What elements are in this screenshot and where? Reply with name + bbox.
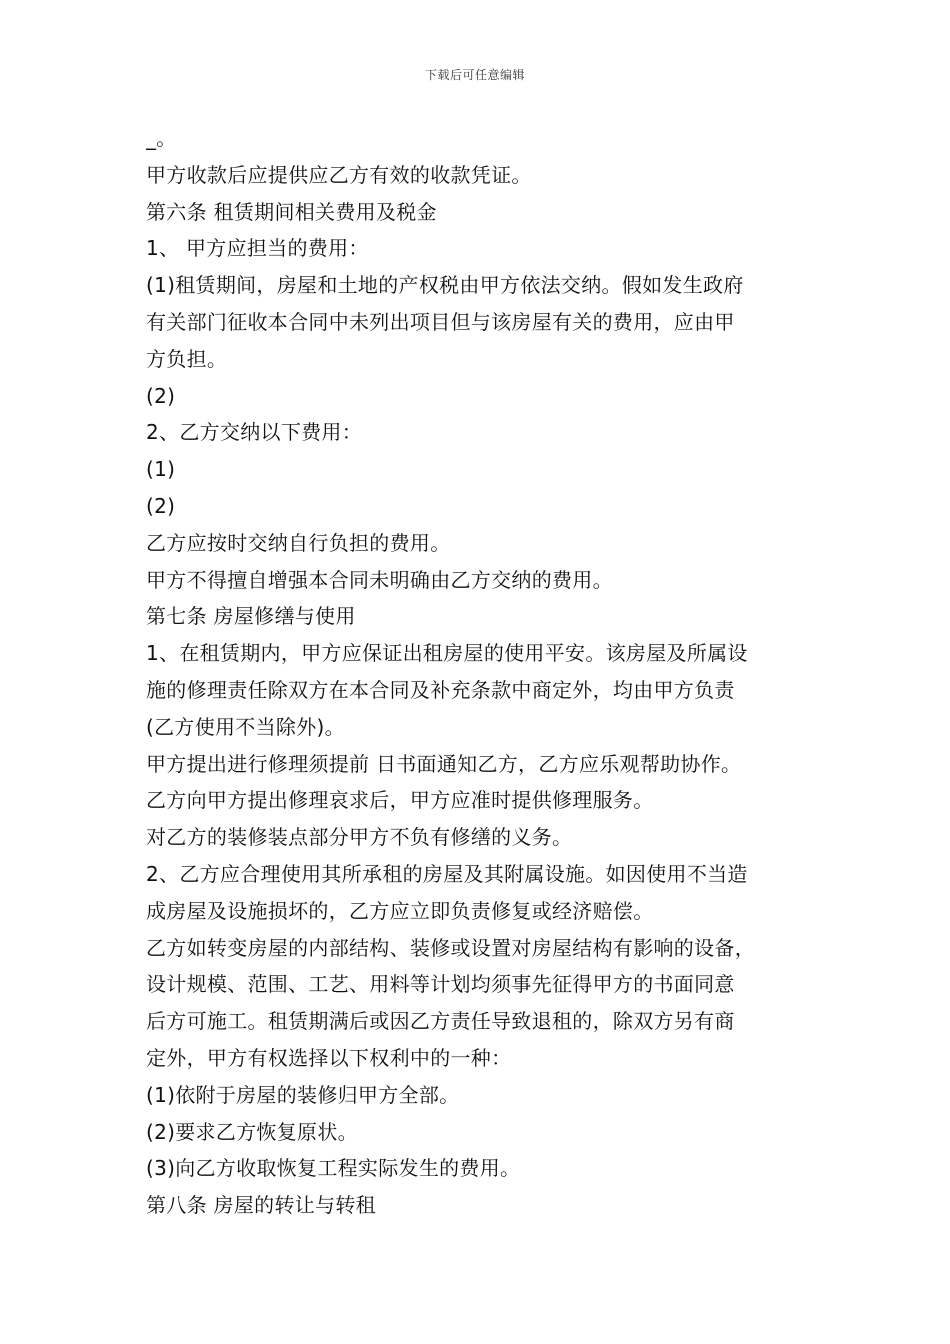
text-line: (2) [146, 493, 176, 518]
text-line: (2)要求乙方恢复原状。 [146, 1119, 358, 1144]
section-heading: 第七条 房屋修缮与使用 [146, 604, 356, 629]
text-line: 2、乙方应合理使用其所承租的房屋及其附属设施。如因使用不当造 [146, 861, 748, 886]
text-line: 定外，甲方有权选择以下权利中的一种： [146, 1045, 512, 1070]
text-line: 方负担。 [146, 346, 228, 371]
text-line: 乙方应按时交纳自行负担的费用。 [146, 530, 451, 555]
text-line: (2) [146, 383, 176, 408]
text-line: 甲方收款后应提供应乙方有效的收款凭证。 [146, 162, 532, 187]
text-line: 甲方提出进行修理须提前 日书面通知乙方，乙方应乐观帮助协作。 [146, 751, 742, 776]
text-line: 施的修理责任除双方在本合同及补充条款中商定外，均由甲方负责 [146, 677, 735, 702]
text-line: 1、在租赁期内，甲方应保证出租房屋的使用平安。该房屋及所属设 [146, 641, 748, 666]
text-line: (乙方使用不当除外)。 [146, 714, 345, 739]
section-heading: 第六条 租赁期间相关费用及税金 [146, 199, 437, 224]
text-line: 2、乙方交纳以下费用： [146, 420, 363, 445]
text-line: 有关部门征收本合同中未列出项目但与该房屋有关的费用，应由甲 [146, 309, 735, 334]
text-line: 后方可施工。租赁期满后或因乙方责任导致退租的，除双方另有商 [146, 1009, 735, 1034]
text-line: (3)向乙方收取恢复工程实际发生的费用。 [146, 1156, 521, 1181]
text-line: (1)依附于房屋的装修归甲方全部。 [146, 1082, 460, 1107]
text-line: 乙方向甲方提出修理哀求后，甲方应准时提供修理服务。 [146, 788, 654, 813]
text-line: (1) [146, 457, 176, 482]
section-heading: 第八条 房屋的转让与转租 [146, 1193, 376, 1218]
text-line: 成房屋及设施损坏的，乙方应立即负责修复或经济赔偿。 [146, 898, 654, 923]
text-line: 设计规模、范围、工艺、用料等计划均须事先征得甲方的书面同意 [146, 972, 735, 997]
text-line: 乙方如转变房屋的内部结构、装修或设置对房屋结构有影响的设备， [146, 935, 755, 960]
text-line: 甲方不得擅自增强本合同未明确由乙方交纳的费用。 [146, 567, 613, 592]
text-line: (1)租赁期间，房屋和土地的产权税由甲方依法交纳。假如发生政府 [146, 273, 744, 298]
page-header: 下载后可任意编辑 [424, 68, 525, 82]
text-line: _。 [146, 126, 177, 150]
text-line: 对乙方的装修装点部分甲方不负有修缮的义务。 [146, 825, 573, 850]
document-body [146, 120, 808, 1224]
text-line: 1、 甲方应担当的费用： [146, 236, 369, 261]
